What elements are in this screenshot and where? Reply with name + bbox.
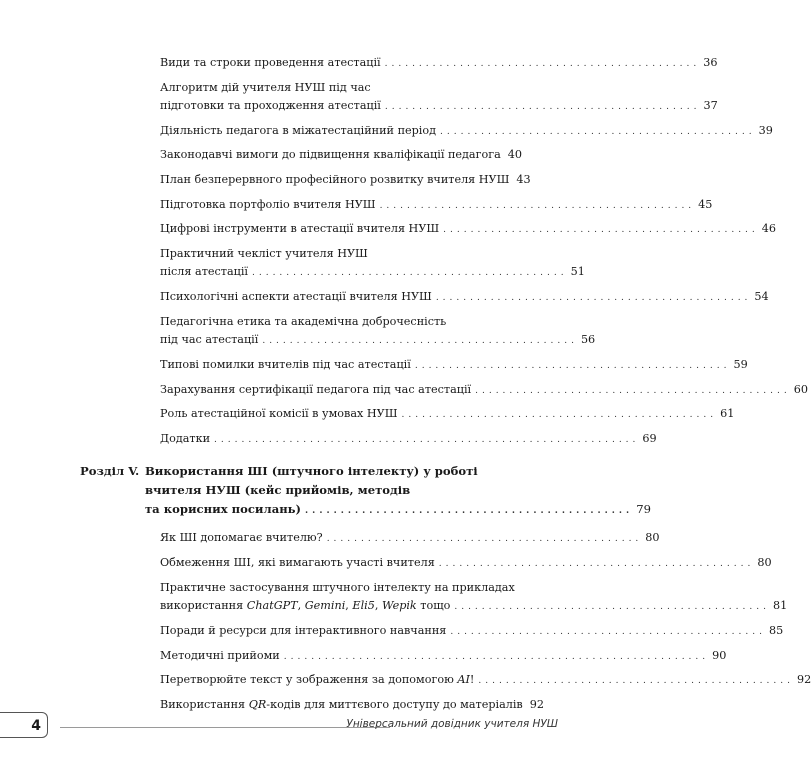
ai-term: AI bbox=[457, 673, 470, 686]
toc-entry-title: Роль атестаційної комісії в умовах НУШ bbox=[160, 407, 398, 420]
leader-dots: .............................................. bbox=[305, 506, 634, 516]
toc-entry bbox=[160, 356, 748, 375]
page-footer bbox=[0, 712, 600, 742]
qr-term: QR bbox=[248, 698, 267, 711]
toc-entry-title: Педагогічна етика та академічна доброчесність bbox=[160, 315, 447, 328]
toc-page-number: 40 bbox=[507, 148, 522, 161]
toc-page-number: 90 bbox=[712, 649, 727, 662]
leader-dots: .............................................. bbox=[478, 676, 794, 686]
toc-page-number: 43 bbox=[516, 173, 531, 186]
toc-entry bbox=[160, 245, 585, 282]
toc-entry-title: Законодавчі вимоги до підвищення кваліфікації педагога bbox=[160, 148, 501, 161]
toc-entry bbox=[160, 579, 788, 616]
toc-page-number: 51 bbox=[570, 265, 585, 278]
toc-page-number: 80 bbox=[757, 556, 772, 569]
toc-entry bbox=[160, 122, 773, 141]
toc-entry-title: Алгоритм дій учителя НУШ під час bbox=[160, 81, 371, 94]
toc-entry bbox=[160, 146, 522, 165]
toc-entry-title-cont: використання ChatGPT, Gemini, Eli5, Wepik тощо bbox=[160, 599, 451, 612]
toc-page-number: 56 bbox=[580, 333, 596, 346]
leader-dots: .............................................. bbox=[414, 361, 731, 371]
toc-entry-title: Підготовка портфоліо вчителя НУШ bbox=[160, 198, 376, 211]
toc-entry-title: Типові помилки вчителів під час атестації bbox=[160, 358, 411, 371]
toc-entry bbox=[160, 171, 531, 190]
leader-dots: .............................................. bbox=[379, 201, 696, 211]
leader-dots: .............................................................. bbox=[283, 652, 710, 662]
toc-page-number: 54 bbox=[754, 290, 769, 303]
leader-dots: .............................................. bbox=[443, 225, 759, 235]
toc-page-number: 69 bbox=[642, 432, 657, 445]
toc-page-number: 92 bbox=[529, 698, 544, 711]
toc-entry-title: Практичний чекліст учителя НУШ bbox=[160, 247, 368, 260]
toc-entry bbox=[160, 430, 657, 449]
toc-entry-title: Види та строки проведення атестації bbox=[160, 56, 381, 69]
toc-page-number: 81 bbox=[772, 599, 788, 612]
toc-page-number: 36 bbox=[703, 56, 718, 69]
leader-dots: .............................................. bbox=[251, 268, 568, 278]
toc-page-number: 46 bbox=[761, 222, 777, 235]
toc-entry-title: Психологічні аспекти атестації вчителя НУШ bbox=[160, 290, 432, 303]
toc-entry-title: Поради й ресурси для інтерактивного навчання bbox=[160, 624, 447, 637]
toc-entry bbox=[160, 54, 718, 73]
toc-entry-title: Зарахування сертифікації педагога під час атестації bbox=[160, 383, 472, 396]
toc-entry-title-cont: підготовки та проходження атестації bbox=[160, 99, 381, 112]
toc-entry bbox=[160, 554, 772, 573]
toc-page-number: 85 bbox=[768, 624, 784, 637]
leader-dots: .............................................................. bbox=[214, 435, 640, 445]
toc-entry bbox=[160, 196, 713, 215]
toc-entry-title-cont: під час атестації bbox=[160, 333, 259, 346]
toc-page-number: 60 bbox=[793, 383, 808, 396]
leader-dots: .............................................. bbox=[440, 127, 756, 137]
section-title-cont: вчителя НУШ (кейс прийомів, методів bbox=[145, 483, 411, 497]
toc-entry bbox=[160, 220, 777, 239]
running-title: Універсальний довідник учителя НУШ bbox=[346, 718, 558, 730]
leader-dots: .............................................. bbox=[438, 559, 755, 569]
toc-entry bbox=[160, 79, 718, 116]
toc-entry bbox=[160, 405, 735, 424]
footer-rule bbox=[60, 727, 390, 728]
toc-entry bbox=[160, 622, 784, 641]
toc-entry-title: Цифрові інструменти в атестації вчителя НУШ bbox=[160, 222, 440, 235]
toc-page-number: 61 bbox=[720, 407, 735, 420]
toc-entry-title: Використання QR-кодів для миттєвого доступу до матеріалів bbox=[160, 698, 523, 711]
toc-entry bbox=[160, 381, 808, 400]
section-heading bbox=[145, 462, 651, 521]
leader-dots: .............................................. bbox=[384, 102, 701, 112]
leader-dots: .............................................. bbox=[401, 410, 718, 420]
leader-dots: .............................................. bbox=[475, 386, 791, 396]
toc-entry-title: План безперервного професійного розвитку вчителя НУШ bbox=[160, 173, 510, 186]
toc-entry-title: Практичне застосування штучного інтелекту на прикладах bbox=[160, 581, 515, 594]
toc-entry bbox=[160, 288, 769, 307]
toc-entry bbox=[160, 671, 811, 690]
toc-entry-title: Діяльність педагога в міжатестаційний період bbox=[160, 124, 437, 137]
toc-entry bbox=[160, 313, 596, 350]
section-title: Використання ШІ (штучного інтелекту) у роботі bbox=[145, 464, 478, 478]
leader-dots: .............................................. bbox=[262, 336, 578, 346]
toc-page-number: 80 bbox=[645, 531, 660, 544]
toc-entry-title: Додатки bbox=[160, 432, 211, 445]
toc-entry-title: Перетворюйте текст у зображення за допомогою AI! bbox=[160, 673, 475, 686]
toc-entry bbox=[160, 529, 660, 548]
toc-page-number: 59 bbox=[733, 358, 748, 371]
toc-entry-title: Обмеження ШІ, які вимагають участі вчителя bbox=[160, 556, 435, 569]
section-title-cont: та корисних посилань) bbox=[145, 502, 302, 516]
toc-entry bbox=[160, 647, 727, 666]
section-label: Розділ V. bbox=[80, 464, 140, 478]
toc-page-number: 37 bbox=[703, 99, 718, 112]
toc-page-number: 79 bbox=[636, 502, 651, 516]
leader-dots: .............................................. bbox=[384, 59, 701, 69]
tool-name: Gemini bbox=[304, 599, 346, 612]
toc-page-number: 92 bbox=[797, 673, 811, 686]
leader-dots: .............................................. bbox=[326, 534, 643, 544]
toc-entry-title-cont: після атестації bbox=[160, 265, 248, 278]
toc-page-number: 39 bbox=[758, 124, 773, 137]
tool-name: ChatGPT bbox=[246, 599, 298, 612]
leader-dots: .............................................. bbox=[450, 627, 766, 637]
page-number-box: 4 bbox=[0, 712, 48, 738]
leader-dots: .............................................. bbox=[454, 602, 770, 612]
leader-dots: .............................................. bbox=[435, 293, 752, 303]
tool-name: Wepik bbox=[381, 599, 417, 612]
toc-page-number: 45 bbox=[698, 198, 713, 211]
toc-entry-title: Як ШІ допомагає вчителю? bbox=[160, 531, 323, 544]
tool-name: Eli5 bbox=[352, 599, 375, 612]
toc-entry-title: Методичні прийоми bbox=[160, 649, 280, 662]
